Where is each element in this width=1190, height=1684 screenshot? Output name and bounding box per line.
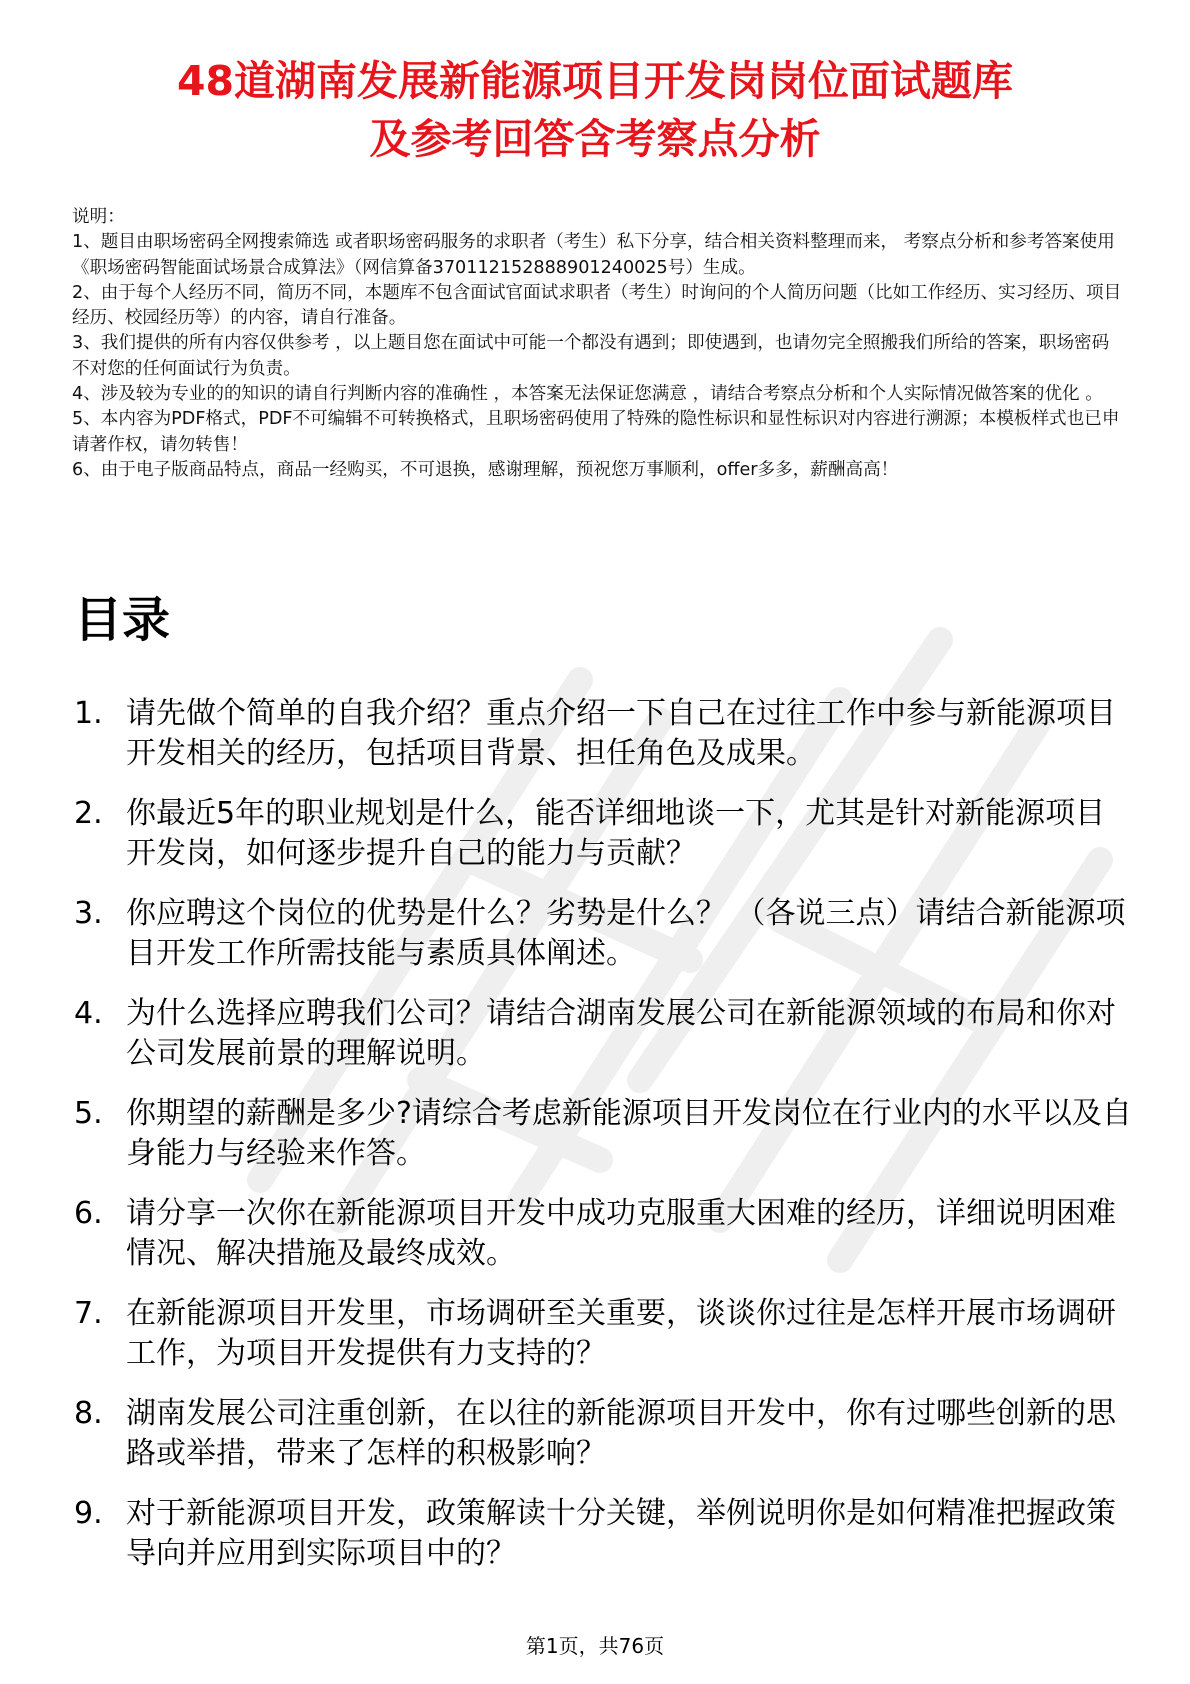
question-number: 8. [74, 1396, 103, 1431]
question-item [74, 1294, 1134, 1374]
toc-heading: 目录 [74, 592, 171, 648]
question-item [74, 1394, 1134, 1474]
document-title [60, 52, 1130, 168]
question-text: 湖南发展公司注重创新，在以往的新能源项目开发中，你有过哪些创新的思路或举措，带来了怎样的积极影响？ [126, 1396, 1116, 1471]
question-item [74, 694, 1134, 774]
question-text: 请分享一次你在新能源项目开发中成功克服重大困难的经历，详细说明困难情况、解决措施及最终成效。 [126, 1196, 1116, 1271]
question-number: 4. [74, 996, 103, 1031]
page-number: 第1页，共76页 [525, 1634, 665, 1658]
question-text: 对于新能源项目开发，政策解读十分关键，举例说明你是如何精准把握政策导向并应用到实际项目中的？ [126, 1496, 1116, 1571]
question-list [74, 694, 1134, 1594]
question-number: 2. [74, 796, 103, 831]
question-text: 你期望的薪酬是多少?请综合考虑新能源项目开发岗位在行业内的水平以及自身能力与经验来作答。 [126, 1096, 1132, 1171]
question-text: 你最近5年的职业规划是什么，能否详细地谈一下，尤其是针对新能源项目开发岗，如何逐步提升自己的能力与贡献？ [126, 796, 1106, 871]
question-item [74, 994, 1134, 1074]
title-line-1: 48道湖南发展新能源项目开发岗岗位面试题库 [176, 57, 1014, 105]
question-number: 9. [74, 1496, 103, 1531]
instructions-heading: 说明： [72, 207, 125, 227]
instruction-item: 4、涉及较为专业的的知识的请自行判断内容的准确性 ，本答案无法保证您满意 ，请结合考察点分析和个人实际情况做答案的优化 。 [72, 384, 1103, 405]
question-item [74, 1194, 1134, 1274]
instructions-block [72, 205, 1124, 483]
instruction-item: 1、题目由职场密码全网搜索筛选 或者职场密码服务的求职者（考生）私下分享，结合相关资料整理而来， 考察点分析和参考答案使用《职场密码智能面试场景合成算法》（网信算备370112152888901240025号）生成。 [72, 232, 1115, 278]
question-text: 请先做个简单的自我介绍？重点介绍一下自己在过往工作中参与新能源项目开发相关的经历，包括项目背景、担任角色及成果。 [126, 696, 1116, 771]
question-item [74, 1094, 1134, 1174]
instruction-item: 2、由于每个人经历不同，简历不同，本题库不包含面试官面试求职者（考生）时询问的个人简历问题（比如工作经历、实习经历、项目经历、校园经历等）的内容，请自行准备。 [72, 282, 1122, 329]
instruction-item: 6、由于电子版商品特点，商品一经购买，不可退换，感谢理解，预祝您万事顺利，offer多多，薪酬高高！ [72, 459, 899, 480]
question-number: 1. [74, 696, 103, 731]
question-number: 7. [74, 1296, 103, 1331]
question-item [74, 894, 1134, 974]
question-number: 6. [74, 1196, 103, 1231]
instruction-item: 3、我们提供的所有内容仅供参考 ，以上题目您在面试中可能一个都没有遇到；即使遇到，也请勿完全照搬我们所给的答案，职场密码不对您的任何面试行为负责。 [72, 333, 1110, 379]
question-item [74, 794, 1134, 874]
question-number: 3. [74, 896, 103, 931]
question-item [74, 1494, 1134, 1574]
question-text: 在新能源项目开发里，市场调研至关重要，谈谈你过往是怎样开展市场调研工作，为项目开发提供有力支持的？ [126, 1296, 1116, 1371]
question-number: 5. [74, 1096, 103, 1131]
question-text: 为什么选择应聘我们公司？请结合湖南发展公司在新能源领域的布局和你对公司发展前景的理解说明。 [126, 996, 1116, 1071]
instruction-item: 5、本内容为PDF格式，PDF不可编辑不可转换格式，且职场密码使用了特殊的隐性标识和显性标识对内容进行溯源；本模板样式也已申请著作权，请勿转售！ [72, 409, 1120, 455]
title-line-2: 及参考回答含考察点分析 [369, 115, 821, 163]
question-text: 你应聘这个岗位的优势是什么？劣势是什么？ （各说三点）请结合新能源项目开发工作所需技能与素质具体阐述。 [126, 896, 1126, 971]
